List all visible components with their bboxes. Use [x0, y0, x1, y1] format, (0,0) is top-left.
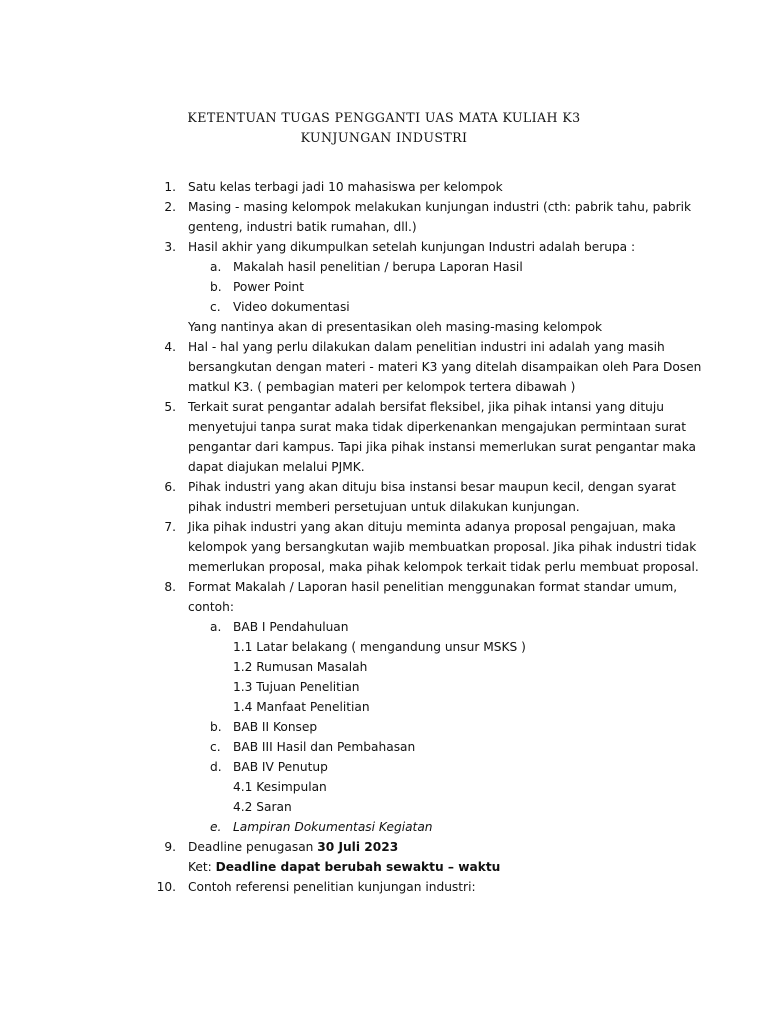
- document-title-line-1: KETENTUAN TUGAS PENGGANTI UAS MATA KULIAH K3: [187, 110, 581, 125]
- list-text-continued: dapat diajukan melalui PJMK.: [188, 460, 365, 474]
- outline-subsection: 1.3 Tujuan Penelitian: [233, 680, 360, 694]
- deadline-note-prefix: Ket:: [188, 860, 216, 874]
- deadline-date: 30 Juli 2023: [317, 840, 399, 854]
- deadline-note: [188, 857, 500, 877]
- outline-subsection: 1.2 Rumusan Masalah: [233, 660, 368, 674]
- list-number: 6.: [164, 480, 176, 494]
- outline-text: BAB II Konsep: [233, 720, 318, 734]
- sub-item-text: Makalah hasil penelitian / berupa Laporan Hasil: [233, 260, 523, 274]
- list-text-continued: bersangkutan dengan materi - materi K3 yang ditelah disampaikan oleh Para Dosen: [188, 360, 702, 374]
- outline-text: BAB III Hasil dan Pembahasan: [233, 740, 416, 754]
- outline-letter: a.: [210, 620, 222, 634]
- sub-item-letter: c.: [210, 300, 221, 314]
- list-number: 8.: [164, 580, 176, 594]
- list-number: 4.: [164, 340, 176, 354]
- list-number: 9.: [164, 840, 176, 854]
- list-text-continued: memerlukan proposal, maka pihak kelompok terkait tidak perlu membuat proposal.: [188, 560, 699, 574]
- list-text: Contoh referensi penelitian kunjungan industri:: [188, 880, 476, 894]
- list-text: Masing - masing kelompok melakukan kunjungan industri (cth: pabrik tahu, pabrik: [188, 200, 692, 214]
- sub-item-letter: b.: [210, 280, 222, 294]
- list-text: Format Makalah / Laporan hasil penelitian menggunakan format standar umum,: [188, 580, 678, 594]
- outline-text: BAB I Pendahuluan: [233, 620, 349, 634]
- list-number: 2.: [164, 200, 176, 214]
- list-text-continued: matkul K3. ( pembagian materi per kelompok tertera dibawah ): [188, 380, 576, 394]
- list-number: 1.: [164, 180, 176, 194]
- list-text: Terkait surat pengantar adalah bersifat fleksibel, jika pihak intansi yang dituju: [188, 400, 664, 414]
- document-title-line-2: KUNJUNGAN INDUSTRI: [300, 130, 468, 145]
- outline-letter: e.: [210, 820, 222, 834]
- list-text-continued: pengantar dari kampus. Tapi jika pihak instansi memerlukan surat pengantar maka: [188, 440, 697, 454]
- outline-letter: b.: [210, 720, 222, 734]
- list-number: 3.: [164, 240, 176, 254]
- outline-text: Lampiran Dokumentasi Kegiatan: [233, 820, 433, 834]
- outline-letter: d.: [210, 760, 222, 774]
- list-text: Pihak industri yang akan dituju bisa instansi besar maupun kecil, dengan syarat: [188, 480, 676, 494]
- list-text: Satu kelas terbagi jadi 10 mahasiswa per kelompok: [188, 180, 503, 194]
- list-text-continued: menyetujui tanpa surat maka tidak diperkenankan mengajukan permintaan surat: [188, 420, 687, 434]
- sub-item-text: Video dokumentasi: [233, 300, 350, 314]
- list-number: 7.: [164, 520, 176, 534]
- outline-text: BAB IV Penutup: [233, 760, 328, 774]
- deadline-line: [188, 837, 398, 857]
- list-text: Hasil akhir yang dikumpulkan setelah kunjungan Industri adalah berupa :: [188, 240, 636, 254]
- sub-item-text: Power Point: [233, 280, 304, 294]
- list-text-continued: contoh:: [188, 600, 234, 614]
- list-text-continued: genteng, industri batik rumahan, dll.): [188, 220, 417, 234]
- list-text: Jika pihak industri yang akan dituju meminta adanya proposal pengajuan, maka: [188, 520, 676, 534]
- list-number: 10.: [156, 880, 176, 894]
- outline-letter: c.: [210, 740, 221, 754]
- outline-subsection: 4.2 Saran: [233, 800, 292, 814]
- list-text: Hal - hal yang perlu dilakukan dalam penelitian industri ini adalah yang masih: [188, 340, 665, 354]
- outline-subsection: 4.1 Kesimpulan: [233, 780, 327, 794]
- list-number: 5.: [164, 400, 176, 414]
- deadline-label: Deadline penugasan: [188, 840, 318, 854]
- outline-subsection: 1.4 Manfaat Penelitian: [233, 700, 370, 714]
- list-text-continued: pihak industri memberi persetujuan untuk dilakukan kunjungan.: [188, 500, 580, 514]
- list-note: Yang nantinya akan di presentasikan oleh masing-masing kelompok: [188, 320, 603, 334]
- outline-subsection: 1.1 Latar belakang ( mengandung unsur MSKS ): [233, 640, 526, 654]
- sub-item-letter: a.: [210, 260, 222, 274]
- list-text-continued: kelompok yang bersangkutan wajib membuatkan proposal. Jika pihak industri tidak: [188, 540, 697, 554]
- deadline-note-text: Deadline dapat berubah sewaktu – waktu: [215, 860, 501, 874]
